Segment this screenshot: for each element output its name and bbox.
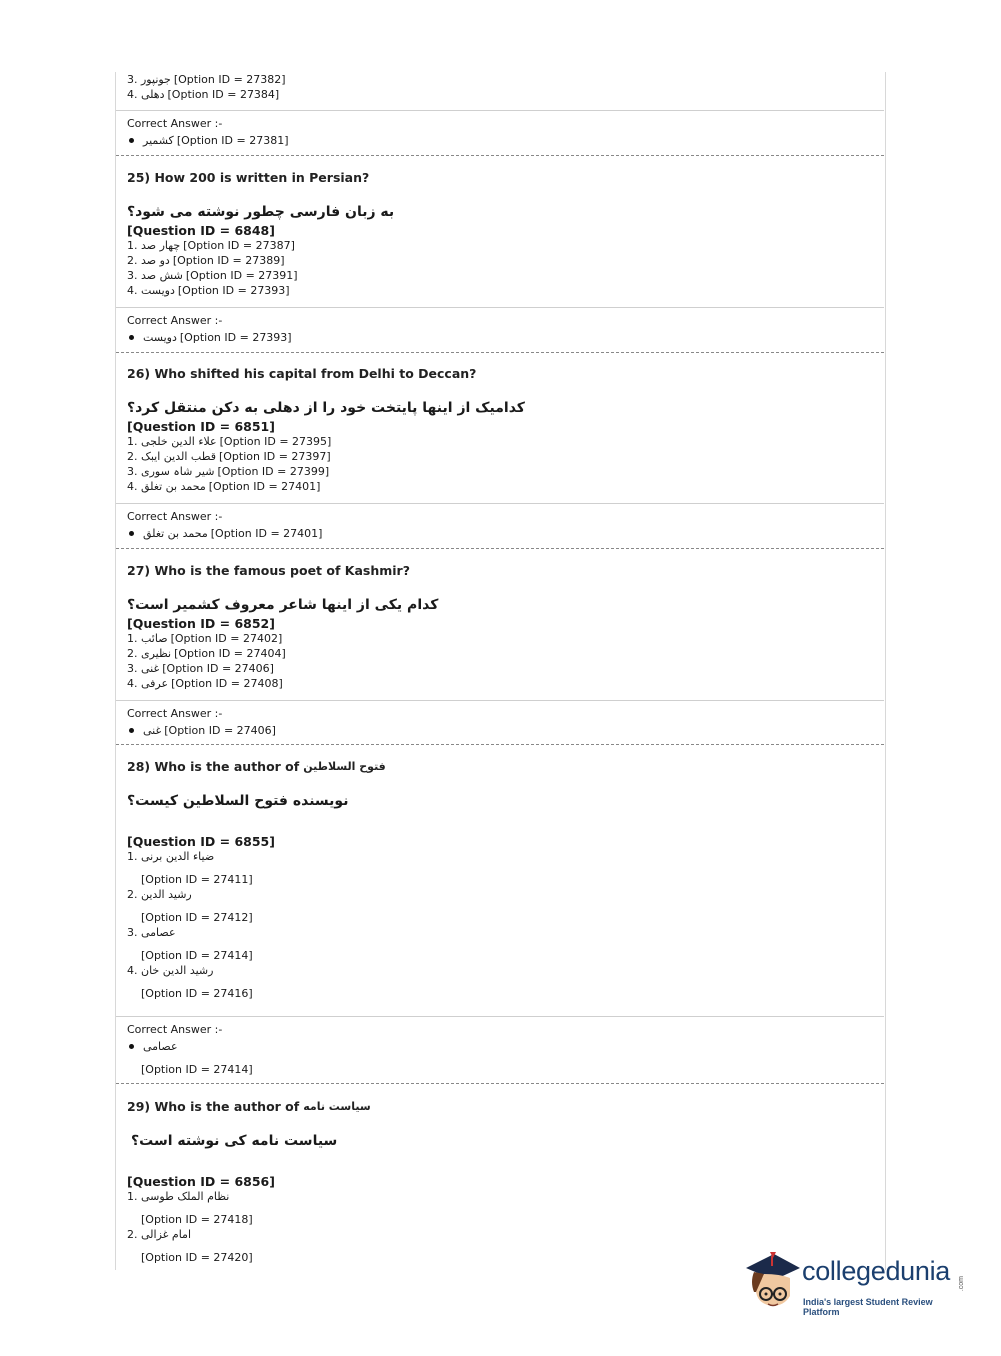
divider bbox=[116, 307, 884, 308]
logo-com: .com bbox=[958, 1276, 965, 1292]
question-divider bbox=[116, 155, 884, 156]
option-id: [Option ID = 27416] bbox=[141, 987, 253, 1000]
question-divider bbox=[116, 1083, 884, 1084]
question-persian: به زبان فارسی چطور نوشته می شود؟ bbox=[127, 203, 395, 220]
divider bbox=[116, 700, 884, 701]
question-id: [Question ID = 6856] bbox=[127, 1174, 275, 1189]
question-persian: کدام یکی از اینها شاعر معروف کشمیر است؟ bbox=[127, 596, 439, 613]
option-row: 4. عرفی [Option ID = 27408] bbox=[127, 677, 283, 690]
option-row: 3. غنی [Option ID = 27406] bbox=[127, 662, 274, 675]
question-26 bbox=[127, 366, 525, 494]
option-row: 4. محمد بن تغلق [Option ID = 27401] bbox=[127, 480, 321, 493]
option-row: 3. شیر شاہ سوری [Option ID = 27399] bbox=[127, 465, 330, 478]
question-divider bbox=[116, 744, 884, 745]
question-id: [Question ID = 6848] bbox=[127, 223, 275, 238]
option-row: 3. شش صد [Option ID = 27391] bbox=[127, 269, 298, 282]
question-28 bbox=[127, 759, 386, 1001]
option-row: 1. صائب [Option ID = 27402] bbox=[127, 632, 283, 645]
question-persian: نویسنده فتوح السلاطین کیست؟ bbox=[127, 792, 349, 809]
question-27 bbox=[127, 563, 438, 691]
option-row: 4. رشید الدین خان bbox=[127, 964, 214, 977]
logo-tagline: India's largest Student Review Platform bbox=[803, 1297, 933, 1317]
option-row: 2. نظیری [Option ID = 27404] bbox=[127, 647, 286, 660]
divider bbox=[116, 1016, 884, 1017]
option-row: 2. امام غزالی bbox=[127, 1228, 192, 1241]
question-25 bbox=[127, 170, 394, 298]
prev-options bbox=[127, 72, 286, 102]
option-row: 4. دهلی [Option ID = 27384] bbox=[127, 88, 280, 101]
option-row: 1. علاء الدین خلجی [Option ID = 27395] bbox=[127, 435, 332, 448]
option-row: 2. دو صد [Option ID = 27389] bbox=[127, 254, 285, 267]
question-persian: کدامیک از اینها پایتخت خود را از دهلی به دکن منتقل کرد؟ bbox=[127, 399, 525, 416]
option-row: 3. عصامی bbox=[127, 926, 176, 939]
option-id: [Option ID = 27412] bbox=[141, 911, 253, 924]
question-id: [Question ID = 6855] bbox=[127, 834, 275, 849]
option-row: 2. قطب الدین ایبک [Option ID = 27397] bbox=[127, 450, 331, 463]
option-id: [Option ID = 27418] bbox=[141, 1213, 253, 1226]
question-divider bbox=[116, 548, 884, 549]
question-id: [Question ID = 6851] bbox=[127, 419, 275, 434]
option-row: 4. دویست [Option ID = 27393] bbox=[127, 284, 290, 297]
question-title: 26) Who shifted his capital from Delhi to Deccan? bbox=[127, 366, 477, 381]
bullet-icon bbox=[129, 335, 134, 340]
collegedunia-logo[interactable] bbox=[740, 1248, 970, 1318]
q28-correct-answer: Correct Answer :- عصامی [Option ID = 27414] bbox=[127, 1023, 253, 1076]
bullet-icon bbox=[129, 531, 134, 536]
option-row: 1. ضیاء الدین برنی bbox=[127, 850, 215, 863]
mascot-icon bbox=[740, 1248, 802, 1314]
option-row: 1. نظام الملک طوسی bbox=[127, 1190, 230, 1203]
question-persian: سیاست نامه کی نوشته است؟ bbox=[131, 1132, 338, 1149]
option-id: [Option ID = 27420] bbox=[141, 1251, 253, 1264]
question-title: 25) How 200 is written in Persian? bbox=[127, 170, 370, 185]
q27-correct-answer: Correct Answer :- غنی [Option ID = 27406] bbox=[127, 707, 276, 737]
q26-correct-answer: Correct Answer :- محمد بن تغلق [Option ID = 27401] bbox=[127, 510, 323, 540]
bullet-icon bbox=[129, 138, 134, 143]
option-id: [Option ID = 27411] bbox=[141, 873, 253, 886]
option-id: [Option ID = 27414] bbox=[141, 949, 253, 962]
divider bbox=[116, 110, 884, 111]
question-title: 29) Who is the author of سیاست نامه bbox=[127, 1099, 371, 1114]
prev-correct-answer: Correct Answer :- کشمیر [Option ID = 27381] bbox=[127, 117, 289, 147]
question-id: [Question ID = 6852] bbox=[127, 616, 275, 631]
logo-wordmark: collegedunia bbox=[802, 1256, 951, 1286]
bullet-icon bbox=[129, 728, 134, 733]
option-row: 3. جونپور [Option ID = 27382] bbox=[127, 73, 286, 86]
question-title: 28) Who is the author of فتوح السلاطین bbox=[127, 759, 386, 774]
question-29 bbox=[127, 1099, 371, 1265]
question-divider bbox=[116, 352, 884, 353]
option-row: 1. چهار صد [Option ID = 27387] bbox=[127, 239, 295, 252]
bullet-icon bbox=[129, 1044, 134, 1049]
option-row: 2. رشید الدین bbox=[127, 888, 192, 901]
question-title: 27) Who is the famous poet of Kashmir? bbox=[127, 563, 410, 578]
divider bbox=[116, 503, 884, 504]
q25-correct-answer: Correct Answer :- دویست [Option ID = 27393] bbox=[127, 314, 292, 344]
